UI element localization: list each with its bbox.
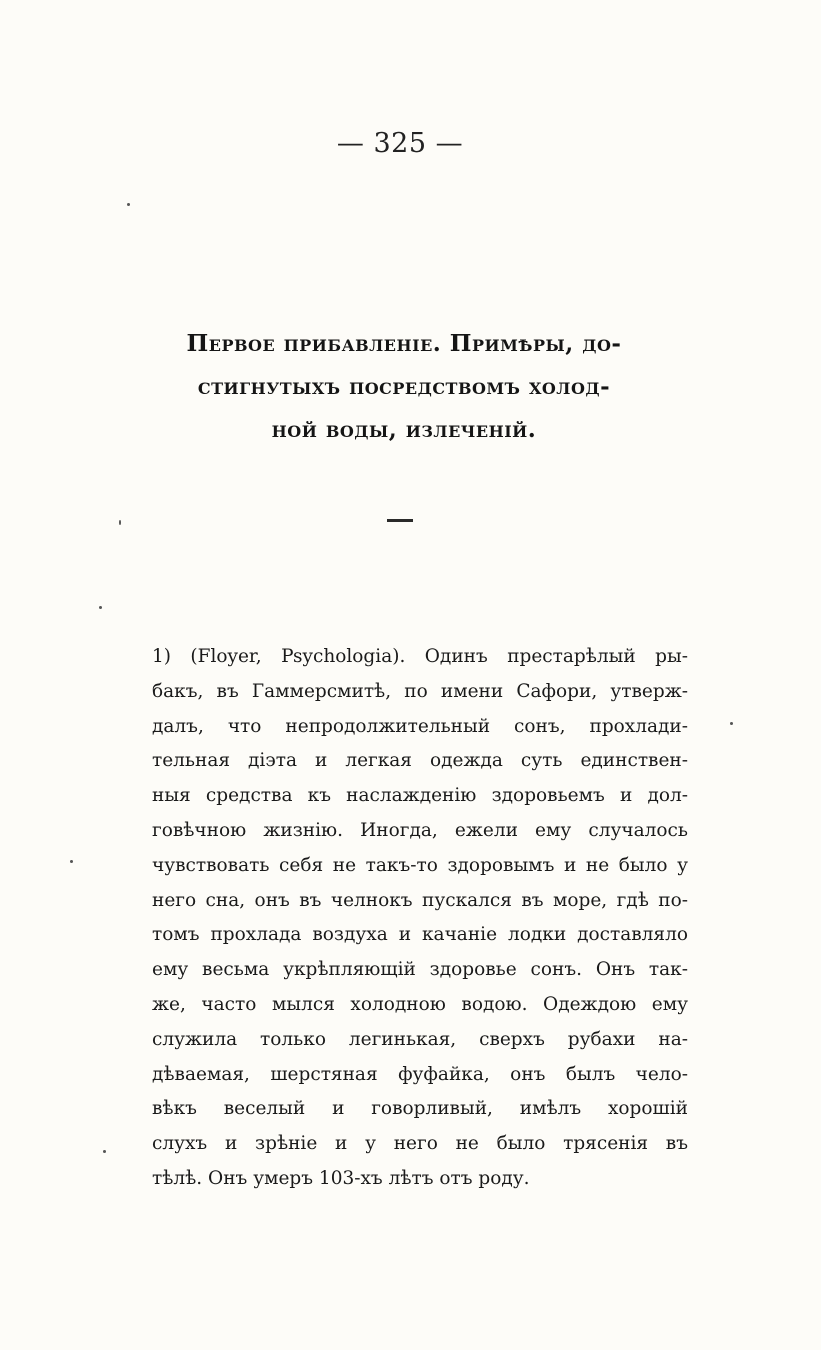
text-line: томъ прохлада воздуха и качаніе лодки доставляло bbox=[152, 924, 688, 946]
text-line: слухъ и зрѣніе и у него не было трясенія въ bbox=[152, 1133, 688, 1155]
section-heading bbox=[130, 322, 678, 451]
text-line: вѣкъ веселый и говорливый, имѣлъ хорошій bbox=[152, 1098, 688, 1120]
text-line: далъ, что непродолжительный сонъ, прохлади- bbox=[152, 715, 688, 737]
body-paragraph bbox=[152, 640, 688, 1197]
heading-line: стигнутыхъ посредствомъ холод- bbox=[197, 373, 611, 400]
heading-line: Первое прибавленіе. Примѣры, до- bbox=[186, 330, 622, 357]
text-line: него сна, онъ въ челнокъ пускался въ море, гдѣ по- bbox=[152, 889, 688, 911]
heading-line: ной воды, излеченій. bbox=[271, 416, 537, 443]
print-speck bbox=[127, 203, 130, 206]
text-line: дѣваемая, шерстяная фуфайка, онъ былъ чело- bbox=[152, 1063, 688, 1085]
print-speck bbox=[119, 520, 121, 525]
text-line: 1) (Floyer, Psychologia). Одинъ престарѣлый ры- bbox=[152, 646, 688, 667]
text-line: тельная діэта и легкая одежда суть единствен- bbox=[152, 750, 688, 772]
text-line: тѣлѣ. Онъ умеръ 103-хъ лѣтъ отъ роду. bbox=[152, 1167, 530, 1189]
print-speck bbox=[103, 1150, 106, 1153]
print-speck bbox=[99, 606, 102, 609]
text-line: говѣчною жизнію. Иногда, ежели ему случалось bbox=[152, 819, 688, 841]
text-line: чувствовать себя не такъ-то здоровымъ и не было у bbox=[152, 854, 688, 876]
text-line: бакъ, въ Гаммерсмитѣ, по имени Сафори, утверж- bbox=[152, 680, 688, 702]
text-line: же, часто мылся холодною водою. Одеждою ему bbox=[152, 993, 688, 1015]
text-line: ему весьма укрѣпляющій здоровье сонъ. Онъ так- bbox=[152, 959, 688, 981]
print-speck bbox=[70, 860, 73, 863]
page-number: — 325 — bbox=[336, 128, 464, 159]
text-line: ныя средства къ наслажденію здоровьемъ и дол- bbox=[152, 785, 688, 807]
text-line: служила только легинькая, сверхъ рубахи на- bbox=[152, 1028, 688, 1050]
section-divider bbox=[387, 519, 413, 522]
print-speck bbox=[730, 722, 733, 725]
